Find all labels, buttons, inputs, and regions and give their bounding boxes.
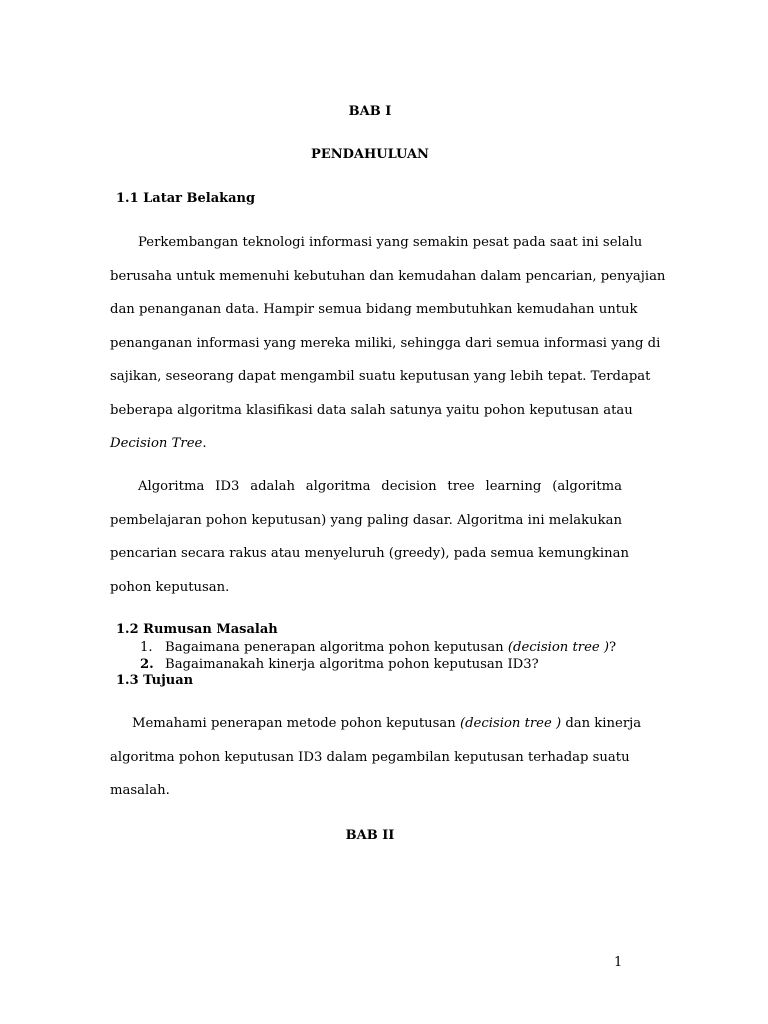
section-heading-1-1: 1.1 Latar Belakang <box>116 191 256 206</box>
paragraph-line: sajikan, seseorang dapat mengambil suatu keputusan yang lebih tepat. Terdapat <box>110 369 651 384</box>
section-heading-1-2: 1.2 Rumusan Masalah <box>116 622 278 637</box>
page-number: 1 <box>614 955 623 970</box>
rumusan-masalah-list <box>140 639 616 673</box>
paragraph-line: berusaha untuk memenuhi kebutuhan dan kemudahan dalam pencarian, penyajian <box>110 268 666 284</box>
paragraph-line: beberapa algoritma klasifikasi data salah satunya yaitu pohon keputusan atau <box>110 402 633 418</box>
tujuan-text-end: dan kinerja <box>561 716 642 731</box>
tujuan-text-start: Memahami penerapan metode pohon keputusan <box>132 716 460 731</box>
section-heading-1-3: 1.3 Tujuan <box>116 673 194 688</box>
paragraph-line: masalah. <box>110 783 170 798</box>
paragraph-line: algoritma pohon keputusan ID3 dalam pegambilan keputusan terhadap suatu <box>110 749 630 765</box>
decision-tree-term: Decision Tree <box>110 436 203 451</box>
paragraph-line-last <box>110 427 622 461</box>
paragraph-line: pencarian secara rakus atau menyeluruh (greedy), pada semua kemungkinan <box>110 546 629 561</box>
paragraph-latar-belakang-2 <box>110 470 629 604</box>
paragraph-period: . <box>202 436 207 451</box>
chapter-2-title: BAB II <box>345 828 395 843</box>
list-item <box>140 656 616 673</box>
list-item-number: 1. <box>140 640 153 655</box>
paragraph-latar-belakang-1 <box>110 226 666 461</box>
list-item-text: Bagaimanakah kinerja algoritma pohon keputusan ID3? <box>165 657 539 672</box>
paragraph-line: dan penanganan data. Hampir semua bidang membutuhkan kemudahan untuk <box>110 302 638 317</box>
list-item <box>140 639 616 656</box>
paragraph-line: penanganan informasi yang mereka miliki, sehingga dari semua informasi yang di <box>110 335 661 351</box>
list-item-tail: ? <box>609 640 617 655</box>
chapter-title: BAB I <box>348 104 392 119</box>
list-item-italic: (decision tree ) <box>507 640 610 655</box>
list-item-number: 2. <box>140 657 154 672</box>
list-item-text: Bagaimana penerapan algoritma pohon keputusan <box>165 640 508 655</box>
paragraph-line: Perkembangan teknologi informasi yang semakin pesat pada saat ini selalu <box>138 235 643 250</box>
tujuan-italic-term: (decision tree ) <box>459 716 562 731</box>
paragraph-tujuan <box>110 707 642 808</box>
paragraph-line: pembelajaran pohon keputusan) yang paling dasar. Algoritma ini melakukan <box>110 512 622 528</box>
paragraph-line <box>110 707 642 741</box>
chapter-subtitle: PENDAHULUAN <box>311 147 429 162</box>
paragraph-line: Algoritma ID3 adalah algoritma decision tree learning (algoritma <box>138 479 622 494</box>
paragraph-line: pohon keputusan. <box>110 579 230 595</box>
